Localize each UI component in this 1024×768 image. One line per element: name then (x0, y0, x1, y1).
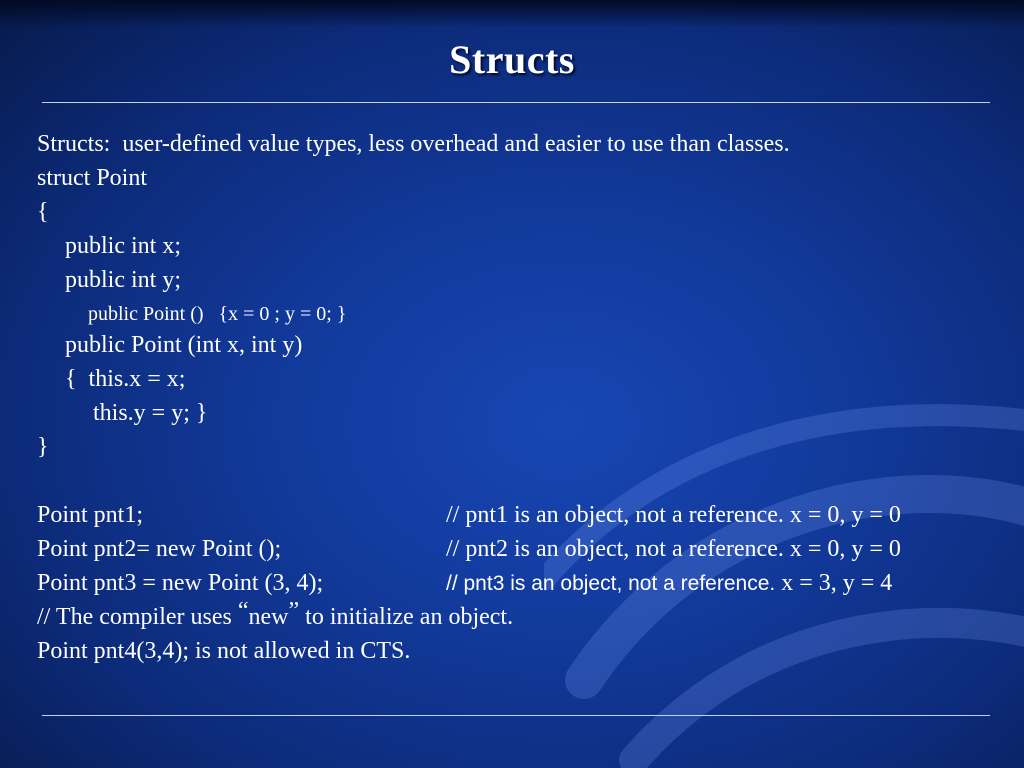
example-code-pnt1: Point pnt1; (37, 502, 144, 528)
code-constructor-body-1: { this.x = x; (65, 366, 186, 392)
example-comment-pnt3 (446, 569, 892, 598)
note-prefix: // The compiler uses (37, 604, 238, 630)
note-open-quote: “ (237, 598, 249, 624)
code-field-x: public int x; (65, 233, 181, 259)
code-struct-declaration: struct Point (37, 165, 148, 191)
code-default-constructor: public Point () {x = 0 ; y = 0; } (88, 303, 347, 325)
footer-divider (42, 715, 990, 716)
intro-text: Structs: user-defined value types, less overhead and easier to use than classes. (37, 131, 790, 157)
note-close-quote: ” (288, 598, 300, 624)
title-divider (42, 102, 990, 103)
note-suffix: to initialize an object. (299, 604, 514, 630)
code-close-brace: } (37, 434, 49, 460)
note-keyword: new (248, 604, 289, 630)
example-comment-pnt3-prefix: // pnt3 is an object, not a reference. (446, 572, 776, 595)
top-band (0, 0, 1024, 28)
code-open-brace: { (37, 199, 49, 225)
example-code-pnt3: Point pnt3 = new Point (3, 4); (37, 570, 324, 596)
code-constructor-body-2: this.y = y; } (93, 400, 208, 426)
code-field-y: public int y; (65, 267, 181, 293)
example-comment-pnt2: // pnt2 is an object, not a reference. x = 0, y = 0 (446, 536, 901, 562)
note-line (37, 598, 514, 631)
slide-title: Structs (449, 37, 575, 82)
example-comment-pnt1: // pnt1 is an object, not a reference. x = 0, y = 0 (446, 502, 901, 528)
example-code-pnt2: Point pnt2= new Point (); (37, 536, 282, 562)
code-param-constructor: public Point (int x, int y) (65, 332, 303, 358)
final-line: Point pnt4(3,4); is not allowed in CTS. (37, 638, 411, 664)
example-comment-pnt3-suffix: x = 3, y = 4 (775, 570, 893, 596)
